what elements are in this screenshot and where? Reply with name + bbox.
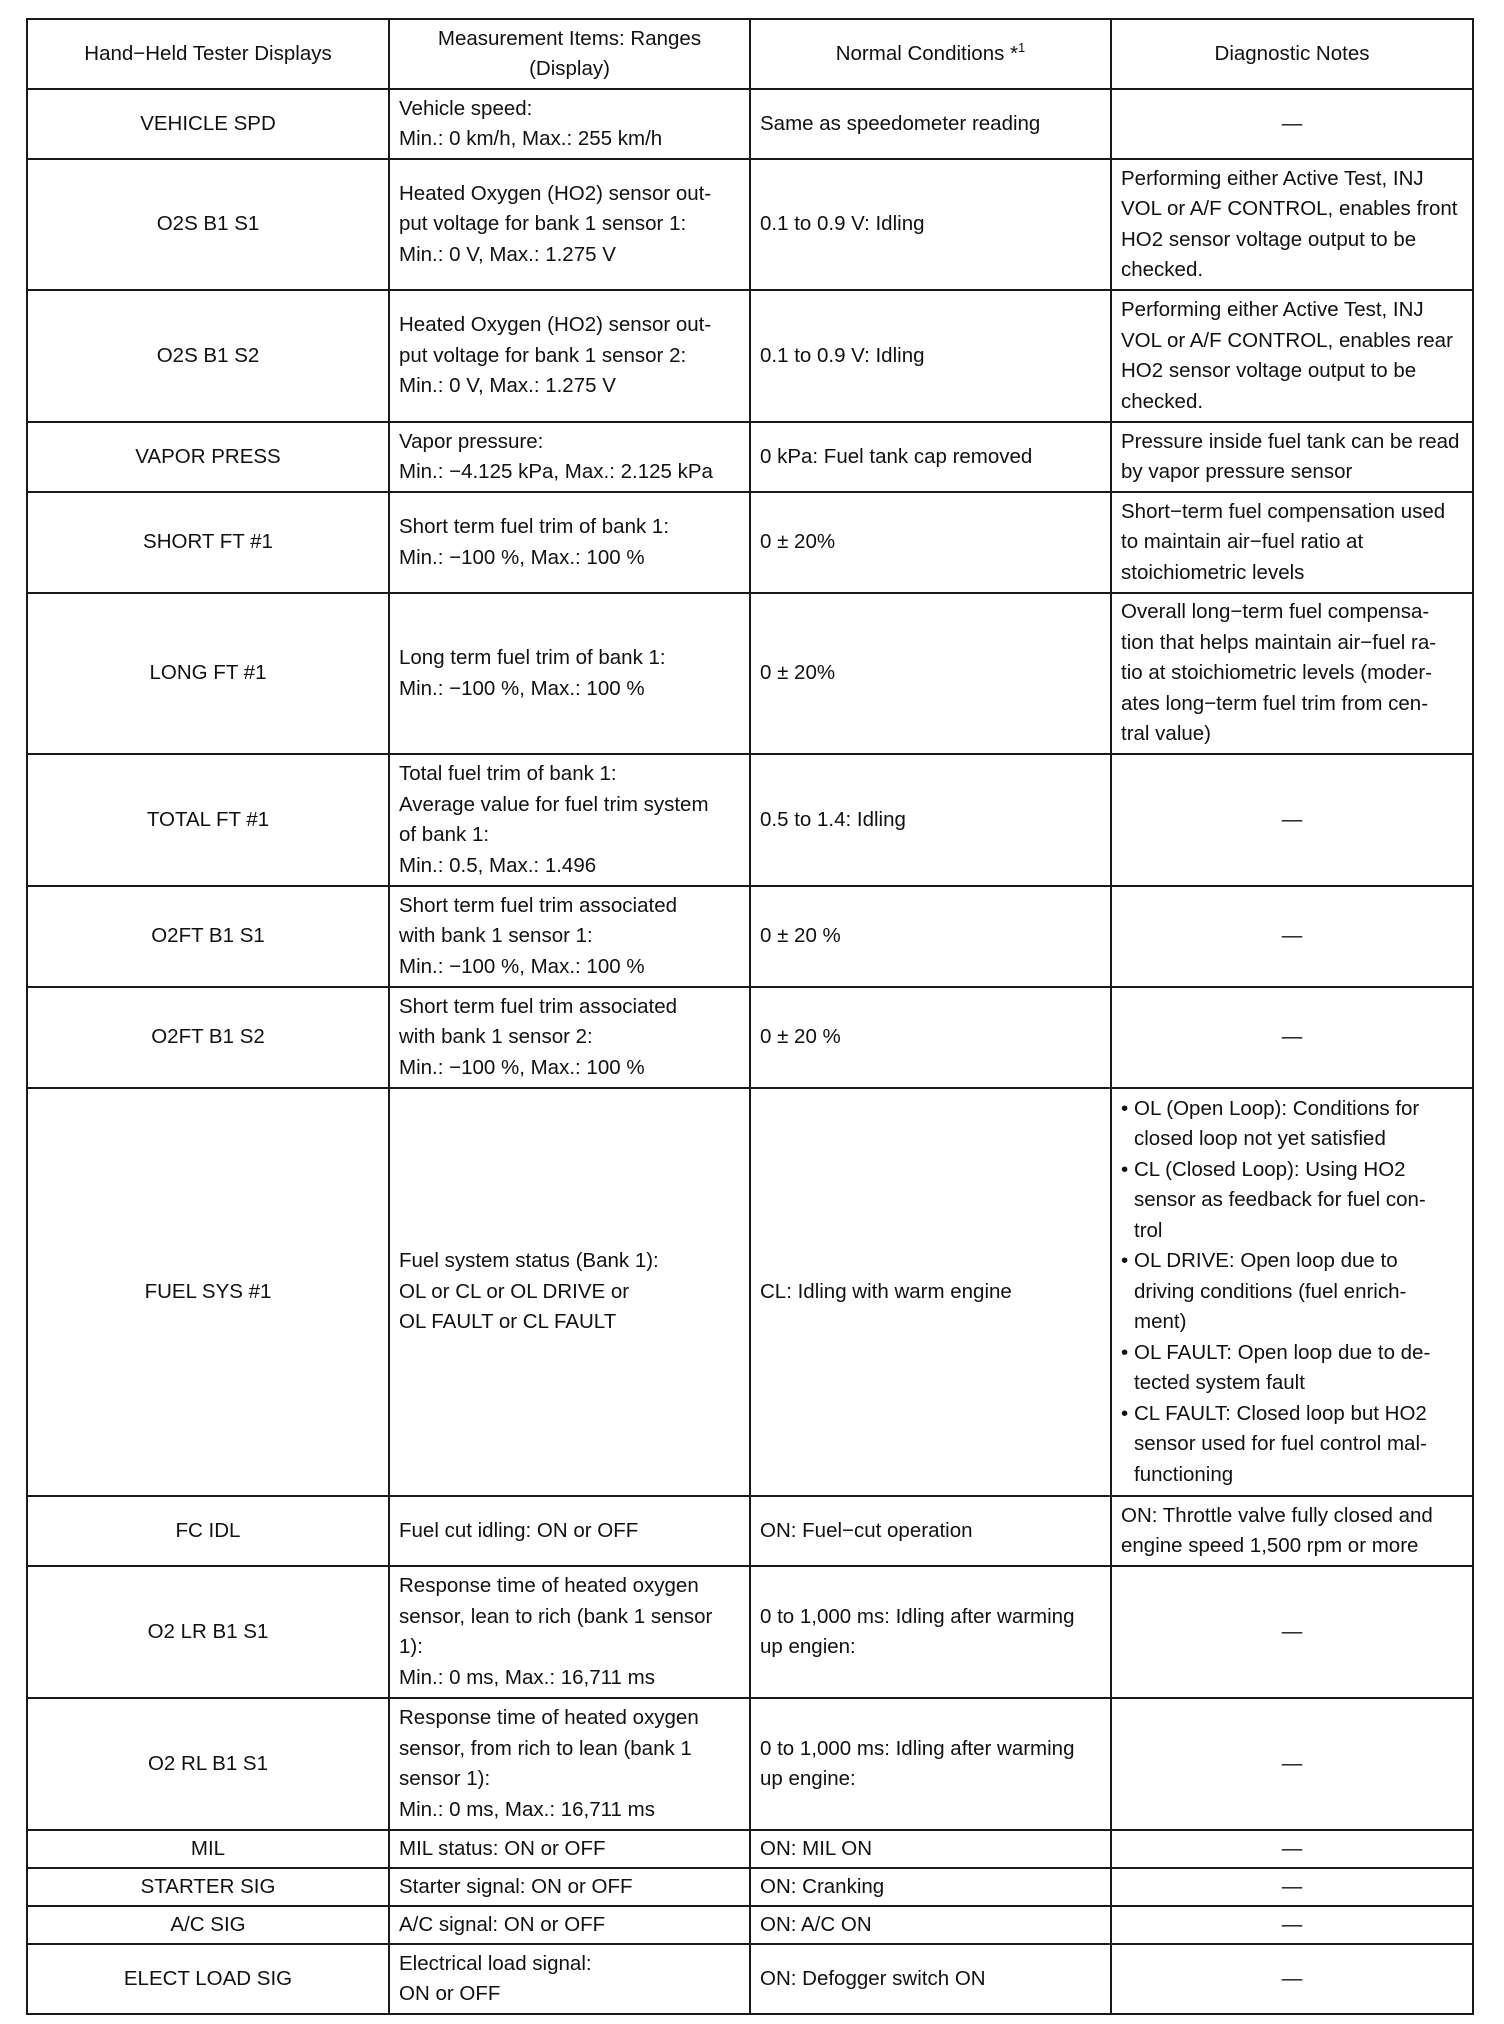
cell-normal-condition: ON: Defogger switch ON xyxy=(750,1944,1111,2014)
cell-diagnostic-note: Pressure inside fuel tank can be read by vapor pressure sensor xyxy=(1111,422,1473,492)
note-bullet-item: • CL (Closed Loop): Using HO2 sensor as feedback for fuel con- trol xyxy=(1121,1155,1463,1247)
cell-diagnostic-note: — xyxy=(1111,1566,1473,1698)
data-list-sheet xyxy=(26,18,1472,2015)
cell-tester-display: A/C SIG xyxy=(27,1906,389,1944)
table-row xyxy=(27,1088,1473,1496)
cell-measurement-item: Short term fuel trim of bank 1: Min.: −100 %, Max.: 100 % xyxy=(389,492,750,593)
header-tester-displays: Hand−Held Tester Displays xyxy=(27,19,389,89)
cell-normal-condition: CL: Idling with warm engine xyxy=(750,1088,1111,1496)
cell-measurement-item: MIL status: ON or OFF xyxy=(389,1830,750,1868)
tester-data-table xyxy=(26,18,1474,2015)
cell-tester-display: STARTER SIG xyxy=(27,1868,389,1906)
table-row xyxy=(27,1944,1473,2014)
cell-diagnostic-note: — xyxy=(1111,754,1473,886)
cell-tester-display: O2FT B1 S1 xyxy=(27,886,389,987)
cell-tester-display: ELECT LOAD SIG xyxy=(27,1944,389,2014)
table-row xyxy=(27,886,1473,987)
cell-diagnostic-note: — xyxy=(1111,1944,1473,2014)
cell-measurement-item: Fuel cut idling: ON or OFF xyxy=(389,1496,750,1566)
cell-measurement-item: A/C signal: ON or OFF xyxy=(389,1906,750,1944)
cell-measurement-item: Response time of heated oxygen sensor, lean to rich (bank 1 sensor 1): Min.: 0 ms, Max.: 16,711 ms xyxy=(389,1566,750,1698)
table-row xyxy=(27,1698,1473,1830)
table-row xyxy=(27,492,1473,593)
cell-tester-display: VEHICLE SPD xyxy=(27,89,389,159)
table-row xyxy=(27,593,1473,754)
cell-diagnostic-note: — xyxy=(1111,987,1473,1088)
cell-measurement-item: Response time of heated oxygen sensor, from rich to lean (bank 1 sensor 1): Min.: 0 ms, Max.: 16,711 ms xyxy=(389,1698,750,1830)
table-body xyxy=(27,89,1473,2014)
cell-normal-condition: 0 ± 20 % xyxy=(750,886,1111,987)
cell-measurement-item: Vapor pressure: Min.: −4.125 kPa, Max.: 2.125 kPa xyxy=(389,422,750,492)
cell-normal-condition: 0 ± 20% xyxy=(750,593,1111,754)
table-row xyxy=(27,1868,1473,1906)
table-row xyxy=(27,1830,1473,1868)
cell-measurement-item: Fuel system status (Bank 1): OL or CL or OL DRIVE or OL FAULT or CL FAULT xyxy=(389,1088,750,1496)
note-bullet-list xyxy=(1121,1094,1463,1491)
cell-tester-display: O2 RL B1 S1 xyxy=(27,1698,389,1830)
cell-tester-display: VAPOR PRESS xyxy=(27,422,389,492)
cell-normal-condition: 0 to 1,000 ms: Idling after warming up engine: xyxy=(750,1698,1111,1830)
cell-measurement-item: Total fuel trim of bank 1: Average value for fuel trim system of bank 1: Min.: 0.5, Max.: 1.496 xyxy=(389,754,750,886)
cell-normal-condition: Same as speedometer reading xyxy=(750,89,1111,159)
table-row xyxy=(27,422,1473,492)
cell-measurement-item: Short term fuel trim associated with bank 1 sensor 1: Min.: −100 %, Max.: 100 % xyxy=(389,886,750,987)
cell-tester-display: LONG FT #1 xyxy=(27,593,389,754)
cell-measurement-item: Long term fuel trim of bank 1: Min.: −100 %, Max.: 100 % xyxy=(389,593,750,754)
table-row xyxy=(27,1906,1473,1944)
cell-diagnostic-note: — xyxy=(1111,1906,1473,1944)
cell-tester-display: FC IDL xyxy=(27,1496,389,1566)
cell-tester-display: O2 LR B1 S1 xyxy=(27,1566,389,1698)
cell-normal-condition: 0 kPa: Fuel tank cap removed xyxy=(750,422,1111,492)
cell-normal-condition: ON: Cranking xyxy=(750,1868,1111,1906)
note-bullet-item: • OL DRIVE: Open loop due to driving conditions (fuel enrich- ment) xyxy=(1121,1246,1463,1338)
note-bullet-item: • OL (Open Loop): Conditions for closed loop not yet satisfied xyxy=(1121,1094,1463,1155)
cell-diagnostic-note: — xyxy=(1111,1868,1473,1906)
cell-diagnostic-note: — xyxy=(1111,89,1473,159)
cell-normal-condition: ON: MIL ON xyxy=(750,1830,1111,1868)
cell-tester-display: FUEL SYS #1 xyxy=(27,1088,389,1496)
table-row xyxy=(27,1496,1473,1566)
cell-measurement-item: Vehicle speed: Min.: 0 km/h, Max.: 255 km/h xyxy=(389,89,750,159)
cell-normal-condition: ON: Fuel−cut operation xyxy=(750,1496,1111,1566)
cell-diagnostic-note: Overall long−term fuel compensa- tion that helps maintain air−fuel ra- tio at stoichiometric levels (moder- ates long−term fuel trim from cen- tral value) xyxy=(1111,593,1473,754)
cell-normal-condition: 0.5 to 1.4: Idling xyxy=(750,754,1111,886)
cell-tester-display: SHORT FT #1 xyxy=(27,492,389,593)
cell-measurement-item: Heated Oxygen (HO2) sensor out- put voltage for bank 1 sensor 2: Min.: 0 V, Max.: 1.275 V xyxy=(389,290,750,422)
cell-diagnostic-note: — xyxy=(1111,1698,1473,1830)
cell-normal-condition: 0 to 1,000 ms: Idling after warming up engien: xyxy=(750,1566,1111,1698)
cell-normal-condition: 0.1 to 0.9 V: Idling xyxy=(750,290,1111,422)
header-measurement-items: Measurement Items: Ranges (Display) xyxy=(389,19,750,89)
table-row xyxy=(27,987,1473,1088)
cell-diagnostic-note: — xyxy=(1111,1830,1473,1868)
cell-measurement-item: Short term fuel trim associated with bank 1 sensor 2: Min.: −100 %, Max.: 100 % xyxy=(389,987,750,1088)
cell-diagnostic-note: — xyxy=(1111,886,1473,987)
cell-normal-condition: 0 ± 20 % xyxy=(750,987,1111,1088)
note-bullet-item: • OL FAULT: Open loop due to de- tected system fault xyxy=(1121,1338,1463,1399)
header-normal-conditions xyxy=(750,19,1111,89)
table-row xyxy=(27,754,1473,886)
table-row xyxy=(27,290,1473,422)
cell-measurement-item: Starter signal: ON or OFF xyxy=(389,1868,750,1906)
header-diagnostic-notes: Diagnostic Notes xyxy=(1111,19,1473,89)
header-normal-conditions-label: Normal Conditions * xyxy=(835,41,1019,65)
cell-normal-condition: 0.1 to 0.9 V: Idling xyxy=(750,159,1111,290)
cell-diagnostic-note: Performing either Active Test, INJ VOL or A/F CONTROL, enables front HO2 sensor voltage output to be checked. xyxy=(1111,159,1473,290)
cell-diagnostic-note: Performing either Active Test, INJ VOL or A/F CONTROL, enables rear HO2 sensor voltage output to be checked. xyxy=(1111,290,1473,422)
cell-normal-condition: 0 ± 20% xyxy=(750,492,1111,593)
table-row xyxy=(27,89,1473,159)
cell-measurement-item: Heated Oxygen (HO2) sensor out- put voltage for bank 1 sensor 1: Min.: 0 V, Max.: 1.275 V xyxy=(389,159,750,290)
table-header-row xyxy=(27,19,1473,89)
cell-tester-display: MIL xyxy=(27,1830,389,1868)
note-bullet-item: • CL FAULT: Closed loop but HO2 sensor used for fuel control mal- functioning xyxy=(1121,1399,1463,1491)
cell-diagnostic-note: Short−term fuel compensation used to maintain air−fuel ratio at stoichiometric levels xyxy=(1111,492,1473,593)
table-row xyxy=(27,159,1473,290)
cell-measurement-item: Electrical load signal: ON or OFF xyxy=(389,1944,750,2014)
table-row xyxy=(27,1566,1473,1698)
cell-tester-display: O2S B1 S1 xyxy=(27,159,389,290)
cell-normal-condition: ON: A/C ON xyxy=(750,1906,1111,1944)
cell-tester-display: O2FT B1 S2 xyxy=(27,987,389,1088)
cell-diagnostic-note: ON: Throttle valve fully closed and engine speed 1,500 rpm or more xyxy=(1111,1496,1473,1566)
cell-diagnostic-note xyxy=(1111,1088,1473,1496)
cell-tester-display: O2S B1 S2 xyxy=(27,290,389,422)
header-footnote-mark: 1 xyxy=(1018,39,1026,55)
cell-tester-display: TOTAL FT #1 xyxy=(27,754,389,886)
